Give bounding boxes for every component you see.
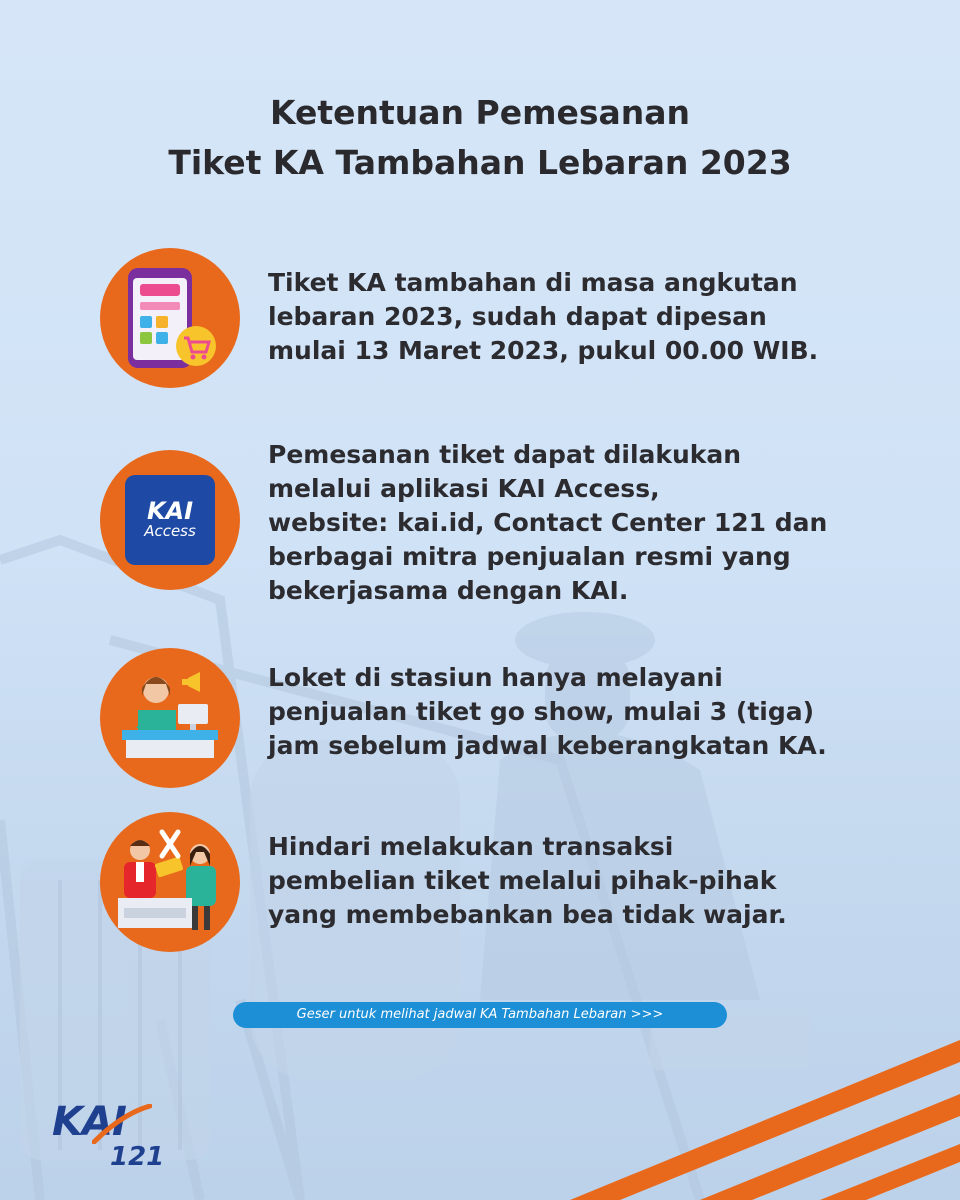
item-text-line: Tiket KA tambahan di masa angkutan: [268, 268, 798, 297]
swipe-hint-pill[interactable]: Geser untuk melihat jadwal KA Tambahan Lebaran >>>: [233, 1002, 727, 1028]
item-text-line: yang membebankan bea tidak wajar.: [268, 900, 787, 929]
kai-121-text: 121: [110, 1142, 165, 1172]
item-text-line: Pemesanan tiket dapat dilakukan: [268, 440, 742, 469]
item-text-line: penjualan tiket go show, mulai 3 (tiga): [268, 697, 815, 726]
kai-access-logo-bottom: Access: [144, 522, 196, 540]
kai-logo-swoosh: [92, 1104, 152, 1144]
kai-logo-text: KAI: [52, 1099, 126, 1145]
item-text-line: Hindari melakukan transaksi: [268, 832, 674, 861]
item-text-line: mulai 13 Maret 2023, pukul 00.00 WIB.: [268, 336, 819, 365]
item-text-line: bekerjasama dengan KAI.: [268, 576, 629, 605]
kai-121-logo: [52, 1099, 165, 1180]
item-text-line: jam sebelum jadwal keberangkatan KA.: [268, 731, 827, 760]
item-text-line: pembelian tiket melalui pihak-pihak: [268, 866, 777, 895]
item-text-line: lebaran 2023, sudah dapat dipesan: [268, 302, 767, 331]
item-text-line: website: kai.id, Contact Center 121 dan: [268, 508, 828, 537]
title-line-2: Tiket KA Tambahan Lebaran 2023: [168, 143, 792, 182]
item-text-line: melalui aplikasi KAI Access,: [268, 474, 660, 503]
item-text-line: Loket di stasiun hanya melayani: [268, 663, 723, 692]
item-text-line: berbagai mitra penjualan resmi yang: [268, 542, 791, 571]
title-line-1: Ketentuan Pemesanan: [269, 93, 691, 132]
kai-access-logo-top: KAI: [146, 497, 194, 525]
